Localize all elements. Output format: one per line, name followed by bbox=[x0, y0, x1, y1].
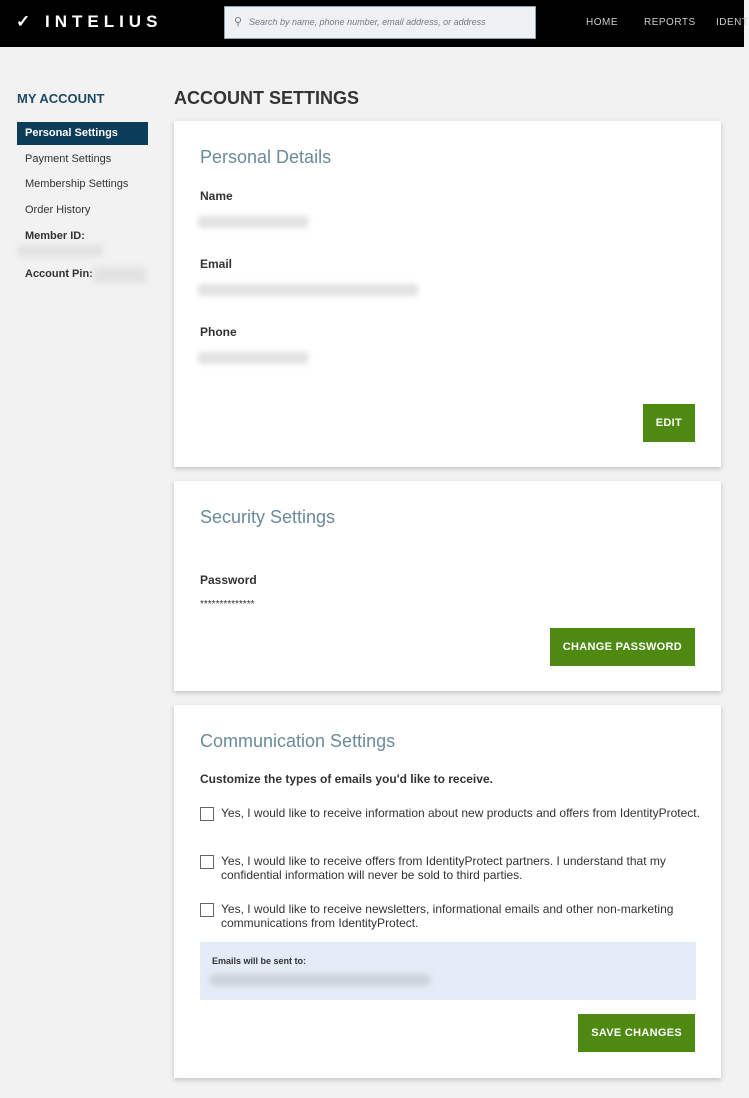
option-partner-offers[interactable] bbox=[200, 854, 700, 882]
member-id-label: Member ID: bbox=[25, 230, 85, 242]
nav-identity[interactable]: IDENT bbox=[716, 17, 749, 28]
account-pin-redacted bbox=[94, 267, 146, 283]
member-id-redacted bbox=[18, 245, 103, 257]
email-label: Email bbox=[200, 257, 233, 271]
password-value: ************** bbox=[200, 599, 255, 610]
personal-details-card bbox=[174, 121, 721, 467]
card-title: Security Settings bbox=[200, 507, 336, 527]
logo-text: INTELIUS bbox=[44, 12, 163, 31]
name-label: Name bbox=[200, 189, 233, 203]
nav-home[interactable]: HOME bbox=[586, 17, 618, 28]
name-redacted bbox=[198, 216, 308, 228]
edit-button[interactable]: EDIT bbox=[643, 404, 695, 442]
logo[interactable]: ✓ INTELIUS bbox=[16, 12, 163, 31]
page-title: ACCOUNT SETTINGS bbox=[174, 88, 360, 108]
communication-subtitle: Customize the types of emails you'd like to receive. bbox=[200, 772, 493, 786]
phone-redacted bbox=[198, 352, 308, 364]
checkbox[interactable] bbox=[200, 855, 214, 869]
search-placeholder: Search by name, phone number, email address, or address bbox=[249, 17, 486, 27]
sidebar-item-membership-settings[interactable]: Membership Settings bbox=[25, 178, 129, 190]
sent-to-redacted bbox=[210, 974, 430, 986]
password-label: Password bbox=[200, 573, 257, 587]
checkbox[interactable] bbox=[200, 807, 214, 821]
card-title: Communication Settings bbox=[200, 731, 396, 751]
sent-to-label: Emails will be sent to: bbox=[212, 956, 307, 966]
sidebar-item-personal-settings[interactable]: Personal Settings bbox=[17, 122, 148, 145]
change-password-button[interactable]: CHANGE PASSWORD bbox=[550, 628, 695, 666]
top-bar bbox=[0, 0, 749, 47]
sidebar-title: MY ACCOUNT bbox=[17, 91, 105, 106]
card-title: Personal Details bbox=[200, 147, 332, 167]
option-label: Yes, I would like to receive offers from IdentityProtect partners. I understand that my confidential information will never be sold to third parties. bbox=[221, 854, 666, 882]
sidebar-item-order-history[interactable]: Order History bbox=[25, 204, 91, 216]
option-label: Yes, I would like to receive information about new products and offers from IdentityProtect. bbox=[221, 806, 700, 820]
checkbox[interactable] bbox=[200, 903, 214, 917]
security-settings-card bbox=[174, 481, 721, 691]
phone-label: Phone bbox=[200, 325, 237, 339]
communication-settings-card bbox=[174, 705, 721, 1078]
sidebar-item-payment-settings[interactable]: Payment Settings bbox=[25, 153, 112, 165]
search-input[interactable] bbox=[224, 6, 536, 39]
option-new-products[interactable] bbox=[200, 806, 700, 820]
search-icon: ⚲ bbox=[234, 16, 243, 28]
account-pin-label: Account Pin: bbox=[25, 268, 93, 280]
emails-sent-to-box bbox=[200, 942, 696, 1000]
email-redacted bbox=[198, 284, 418, 296]
nav-reports[interactable]: REPORTS bbox=[644, 17, 696, 28]
save-changes-button[interactable]: SAVE CHANGES bbox=[578, 1014, 695, 1052]
option-newsletters[interactable] bbox=[200, 902, 700, 930]
option-label: Yes, I would like to receive newsletters, informational emails and other non-marketing communications from IdentityProtect. bbox=[221, 902, 674, 930]
